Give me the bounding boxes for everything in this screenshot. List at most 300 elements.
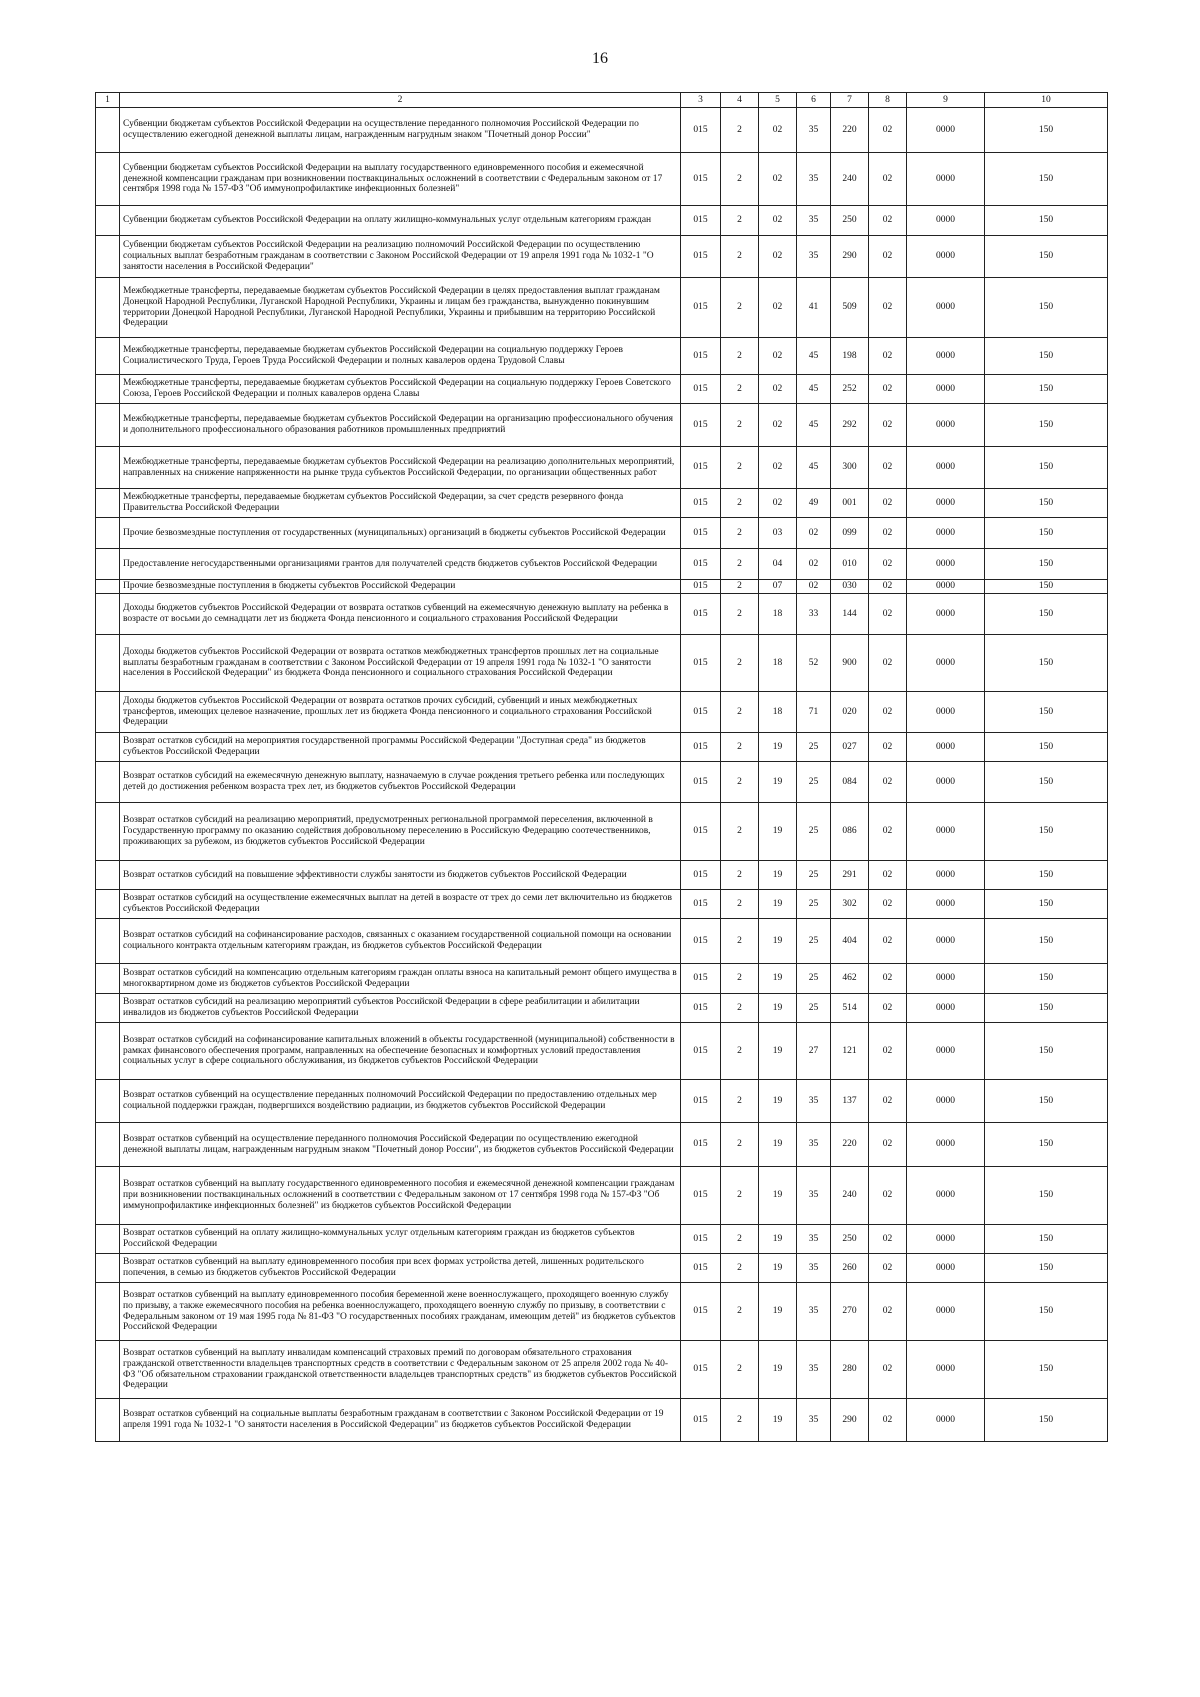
row-code-col-7: 291 xyxy=(831,861,869,890)
table-row xyxy=(96,1225,1108,1254)
row-code-col-10: 150 xyxy=(985,1225,1108,1254)
row-code-col-8: 02 xyxy=(869,375,907,404)
table-row xyxy=(96,338,1108,375)
row-description: Возврат остатков субсидий на софинансирование капитальных вложений в объекты государственной (муниципальной) собственности в рамках финансового обеспечения программ, направленных на обеспечение безопасных и комфортных условий предоставления социальных услуг в сфере социального обслуживания, из бюджетов субъектов Российской Федерации xyxy=(120,1023,681,1080)
row-code-col-3: 015 xyxy=(681,762,721,803)
row-code-col-7: 270 xyxy=(831,1283,869,1341)
row-code-col-5: 18 xyxy=(759,635,797,692)
table-row xyxy=(96,580,1108,594)
row-code-col-10: 150 xyxy=(985,338,1108,375)
row-code-col-6: 35 xyxy=(797,1341,831,1399)
row-blank-cell xyxy=(96,964,120,994)
row-code-col-4: 2 xyxy=(721,447,759,489)
row-code-col-5: 02 xyxy=(759,108,797,153)
row-code-col-4: 2 xyxy=(721,1399,759,1442)
row-code-col-5: 02 xyxy=(759,206,797,236)
row-code-col-5: 02 xyxy=(759,489,797,518)
row-code-col-3: 015 xyxy=(681,1341,721,1399)
row-code-col-6: 35 xyxy=(797,153,831,206)
row-blank-cell xyxy=(96,1283,120,1341)
row-description: Межбюджетные трансферты, передаваемые бюджетам субъектов Российской Федерации на организацию профессионального обучения и дополнительного профессионального образования работников промышленных предприятий xyxy=(120,404,681,447)
row-code-col-9: 0000 xyxy=(907,594,985,635)
row-code-col-8: 02 xyxy=(869,108,907,153)
row-code-col-8: 02 xyxy=(869,338,907,375)
row-blank-cell xyxy=(96,594,120,635)
row-code-col-6: 25 xyxy=(797,803,831,861)
row-code-col-5: 19 xyxy=(759,919,797,964)
col-header-8: 8 xyxy=(869,93,907,108)
row-code-col-9: 0000 xyxy=(907,890,985,919)
row-code-col-5: 18 xyxy=(759,692,797,733)
row-blank-cell xyxy=(96,338,120,375)
row-code-col-6: 35 xyxy=(797,1225,831,1254)
table-row xyxy=(96,549,1108,580)
table-row xyxy=(96,762,1108,803)
row-code-col-9: 0000 xyxy=(907,489,985,518)
row-code-col-4: 2 xyxy=(721,692,759,733)
row-code-col-7: 027 xyxy=(831,733,869,762)
row-code-col-7: 220 xyxy=(831,1123,869,1167)
row-code-col-5: 02 xyxy=(759,153,797,206)
row-description: Возврат остатков субвенций на осуществление переданных полномочий Российской Федерации по предоставлению отдельных мер социальной поддержки граждан, подвергшихся воздействию радиации, из бюджетов субъектов Российской Федерации xyxy=(120,1080,681,1123)
row-code-col-7: 302 xyxy=(831,890,869,919)
row-blank-cell xyxy=(96,1254,120,1283)
row-code-col-7: 509 xyxy=(831,278,869,338)
row-code-col-6: 35 xyxy=(797,1123,831,1167)
row-code-col-6: 45 xyxy=(797,404,831,447)
page-number: 16 xyxy=(592,50,608,67)
row-code-col-3: 015 xyxy=(681,278,721,338)
row-code-col-7: 290 xyxy=(831,236,869,278)
row-code-col-8: 02 xyxy=(869,762,907,803)
row-code-col-5: 02 xyxy=(759,236,797,278)
row-blank-cell xyxy=(96,1023,120,1080)
row-code-col-8: 02 xyxy=(869,994,907,1023)
row-description: Возврат остатков субсидий на мероприятия государственной программы Российской Федерации "Доступная среда" из бюджетов субъектов Российской Федерации xyxy=(120,733,681,762)
row-code-col-8: 02 xyxy=(869,206,907,236)
row-description: Доходы бюджетов субъектов Российской Федерации от возврата остатков прочих субсидий, субвенций и иных межбюджетных трансфертов, имеющих целевое назначение, прошлых лет из бюджета Фонда пенсионного и социального страхования Российской Федерации xyxy=(120,692,681,733)
row-code-col-9: 0000 xyxy=(907,1080,985,1123)
row-code-col-6: 35 xyxy=(797,1080,831,1123)
row-code-col-9: 0000 xyxy=(907,338,985,375)
row-code-col-7: 220 xyxy=(831,108,869,153)
row-blank-cell xyxy=(96,1123,120,1167)
row-code-col-9: 0000 xyxy=(907,803,985,861)
row-code-col-8: 02 xyxy=(869,1399,907,1442)
row-code-col-9: 0000 xyxy=(907,1341,985,1399)
row-code-col-4: 2 xyxy=(721,1123,759,1167)
row-blank-cell xyxy=(96,861,120,890)
row-code-col-9: 0000 xyxy=(907,733,985,762)
row-description: Возврат остатков субсидий на ежемесячную денежную выплату, назначаемую в случае рождения третьего ребенка или последующих детей до достижения ребенком возраста трех лет, из бюджетов субъектов Российской Федерации xyxy=(120,762,681,803)
row-code-col-4: 2 xyxy=(721,338,759,375)
row-code-col-6: 52 xyxy=(797,635,831,692)
row-code-col-10: 150 xyxy=(985,1254,1108,1283)
row-code-col-8: 02 xyxy=(869,594,907,635)
row-code-col-6: 27 xyxy=(797,1023,831,1080)
row-code-col-7: 084 xyxy=(831,762,869,803)
table-row xyxy=(96,278,1108,338)
row-code-col-4: 2 xyxy=(721,1225,759,1254)
row-code-col-9: 0000 xyxy=(907,994,985,1023)
row-code-col-7: 260 xyxy=(831,1254,869,1283)
row-code-col-10: 150 xyxy=(985,404,1108,447)
table-row xyxy=(96,1399,1108,1442)
row-code-col-3: 015 xyxy=(681,375,721,404)
row-description: Возврат остатков субвенций на выплату единовременного пособия при всех формах устройства детей, лишенных родительского попечения, в семью из бюджетов субъектов Российской Федерации xyxy=(120,1254,681,1283)
row-code-col-9: 0000 xyxy=(907,580,985,594)
row-code-col-10: 150 xyxy=(985,1167,1108,1225)
row-code-col-3: 015 xyxy=(681,1225,721,1254)
row-code-col-10: 150 xyxy=(985,1341,1108,1399)
row-code-col-9: 0000 xyxy=(907,762,985,803)
table-row xyxy=(96,1123,1108,1167)
row-code-col-7: 404 xyxy=(831,919,869,964)
row-code-col-10: 150 xyxy=(985,919,1108,964)
table-row xyxy=(96,447,1108,489)
row-code-col-3: 015 xyxy=(681,594,721,635)
row-code-col-10: 150 xyxy=(985,518,1108,549)
row-code-col-10: 150 xyxy=(985,447,1108,489)
row-code-col-3: 015 xyxy=(681,964,721,994)
row-code-col-10: 150 xyxy=(985,594,1108,635)
row-description: Возврат остатков субсидий на софинансирование расходов, связанных с оказанием государственной социальной помощи на основании социального контракта отдельным категориям граждан, из бюджетов субъектов Российской Федерации xyxy=(120,919,681,964)
row-code-col-4: 2 xyxy=(721,635,759,692)
row-code-col-5: 19 xyxy=(759,1254,797,1283)
row-code-col-4: 2 xyxy=(721,1254,759,1283)
row-blank-cell xyxy=(96,236,120,278)
row-code-col-4: 2 xyxy=(721,108,759,153)
row-code-col-9: 0000 xyxy=(907,1399,985,1442)
row-code-col-4: 2 xyxy=(721,994,759,1023)
col-header-10: 10 xyxy=(985,93,1108,108)
row-code-col-8: 02 xyxy=(869,1123,907,1167)
row-blank-cell xyxy=(96,489,120,518)
row-code-col-3: 015 xyxy=(681,153,721,206)
table-row xyxy=(96,518,1108,549)
row-description: Возврат остатков субсидий на компенсацию отдельным категориям граждан оплаты взноса на капитальный ремонт общего имущества в многоквартирном доме из бюджетов субъектов Российской Федерации xyxy=(120,964,681,994)
row-code-col-6: 71 xyxy=(797,692,831,733)
row-code-col-7: 514 xyxy=(831,994,869,1023)
row-code-col-10: 150 xyxy=(985,692,1108,733)
table-row xyxy=(96,108,1108,153)
row-code-col-8: 02 xyxy=(869,1283,907,1341)
row-code-col-7: 300 xyxy=(831,447,869,489)
row-code-col-4: 2 xyxy=(721,1080,759,1123)
row-code-col-3: 015 xyxy=(681,1080,721,1123)
row-code-col-8: 02 xyxy=(869,1080,907,1123)
table-row xyxy=(96,1023,1108,1080)
row-code-col-6: 35 xyxy=(797,236,831,278)
row-description: Межбюджетные трансферты, передаваемые бюджетам субъектов Российской Федерации, за счет средств резервного фонда Правительства Российской Федерации xyxy=(120,489,681,518)
row-code-col-8: 02 xyxy=(869,1341,907,1399)
row-code-col-5: 19 xyxy=(759,994,797,1023)
row-code-col-3: 015 xyxy=(681,890,721,919)
row-description: Возврат остатков субвенций на оплату жилищно-коммунальных услуг отдельным категориям граждан из бюджетов субъектов Российской Федерации xyxy=(120,1225,681,1254)
row-code-col-10: 150 xyxy=(985,375,1108,404)
row-code-col-10: 150 xyxy=(985,549,1108,580)
row-code-col-8: 02 xyxy=(869,733,907,762)
row-code-col-8: 02 xyxy=(869,964,907,994)
row-code-col-5: 19 xyxy=(759,1283,797,1341)
row-code-col-5: 19 xyxy=(759,1023,797,1080)
row-code-col-7: 086 xyxy=(831,803,869,861)
row-description: Доходы бюджетов субъектов Российской Федерации от возврата остатков межбюджетных трансфертов прошлых лет на социальные выплаты безработным гражданам в соответствии с Законом Российской Федерации от 19 апреля 1991 года № 1032-1 "О занятости населения в Российской Федерации" из бюджета Фонда пенсионного и социального страхования Российской Федерации xyxy=(120,635,681,692)
row-description: Доходы бюджетов субъектов Российской Федерации от возврата остатков субвенций на ежемесячную денежную выплату на ребенка в возрасте от восьми до семнадцати лет из бюджета Фонда пенсионного и социального страхования Российской Федерации xyxy=(120,594,681,635)
row-code-col-5: 19 xyxy=(759,1123,797,1167)
row-code-col-8: 02 xyxy=(869,236,907,278)
row-code-col-8: 02 xyxy=(869,278,907,338)
row-code-col-5: 02 xyxy=(759,447,797,489)
row-code-col-8: 02 xyxy=(869,1254,907,1283)
row-code-col-4: 2 xyxy=(721,919,759,964)
row-description: Возврат остатков субсидий на осуществление ежемесячных выплат на детей в возрасте от трех до семи лет включительно из бюджетов субъектов Российской Федерации xyxy=(120,890,681,919)
row-blank-cell xyxy=(96,919,120,964)
row-code-col-4: 2 xyxy=(721,1341,759,1399)
row-description: Прочие безвозмездные поступления в бюджеты субъектов Российской Федерации xyxy=(120,580,681,594)
row-code-col-8: 02 xyxy=(869,861,907,890)
row-code-col-3: 015 xyxy=(681,1023,721,1080)
row-code-col-3: 015 xyxy=(681,108,721,153)
row-code-col-9: 0000 xyxy=(907,278,985,338)
row-code-col-7: 280 xyxy=(831,1341,869,1399)
header-row xyxy=(96,93,1108,108)
row-code-col-5: 02 xyxy=(759,404,797,447)
row-code-col-9: 0000 xyxy=(907,635,985,692)
row-code-col-4: 2 xyxy=(721,594,759,635)
table-row xyxy=(96,489,1108,518)
row-code-col-9: 0000 xyxy=(907,404,985,447)
row-code-col-7: 144 xyxy=(831,594,869,635)
row-code-col-5: 02 xyxy=(759,375,797,404)
row-code-col-3: 015 xyxy=(681,404,721,447)
row-code-col-6: 35 xyxy=(797,1399,831,1442)
row-code-col-3: 015 xyxy=(681,236,721,278)
row-code-col-3: 015 xyxy=(681,447,721,489)
row-code-col-6: 45 xyxy=(797,375,831,404)
row-code-col-9: 0000 xyxy=(907,375,985,404)
row-code-col-5: 19 xyxy=(759,803,797,861)
row-code-col-9: 0000 xyxy=(907,964,985,994)
row-code-col-4: 2 xyxy=(721,518,759,549)
row-code-col-9: 0000 xyxy=(907,1225,985,1254)
row-code-col-5: 19 xyxy=(759,890,797,919)
row-code-col-3: 015 xyxy=(681,206,721,236)
row-code-col-8: 02 xyxy=(869,518,907,549)
row-description: Возврат остатков субсидий на повышение эффективности службы занятости из бюджетов субъектов Российской Федерации xyxy=(120,861,681,890)
row-blank-cell xyxy=(96,1399,120,1442)
row-code-col-7: 292 xyxy=(831,404,869,447)
row-blank-cell xyxy=(96,404,120,447)
row-code-col-4: 2 xyxy=(721,1023,759,1080)
row-code-col-8: 02 xyxy=(869,803,907,861)
row-code-col-8: 02 xyxy=(869,404,907,447)
row-blank-cell xyxy=(96,375,120,404)
row-code-col-9: 0000 xyxy=(907,861,985,890)
row-code-col-4: 2 xyxy=(721,489,759,518)
row-code-col-9: 0000 xyxy=(907,1283,985,1341)
row-code-col-10: 150 xyxy=(985,206,1108,236)
col-header-4: 4 xyxy=(721,93,759,108)
row-blank-cell xyxy=(96,278,120,338)
row-code-col-3: 015 xyxy=(681,549,721,580)
row-code-col-4: 2 xyxy=(721,1283,759,1341)
row-code-col-8: 02 xyxy=(869,1167,907,1225)
row-code-col-6: 25 xyxy=(797,762,831,803)
row-code-col-3: 015 xyxy=(681,338,721,375)
table-row xyxy=(96,1167,1108,1225)
row-code-col-9: 0000 xyxy=(907,108,985,153)
col-header-2: 2 xyxy=(120,93,681,108)
row-code-col-3: 015 xyxy=(681,1167,721,1225)
row-code-col-5: 04 xyxy=(759,549,797,580)
row-description: Субвенции бюджетам субъектов Российской Федерации на выплату государственного единовременного пособия и ежемесячной денежной компенсации гражданам при возникновении поствакцинальных осложнений в соответствии с Федеральным законом от 17 сентября 1998 года № 157-ФЗ "Об иммунопрофилактике инфекционных болезней" xyxy=(120,153,681,206)
row-code-col-9: 0000 xyxy=(907,1123,985,1167)
table-row xyxy=(96,635,1108,692)
row-code-col-5: 18 xyxy=(759,594,797,635)
row-blank-cell xyxy=(96,803,120,861)
row-code-col-3: 015 xyxy=(681,692,721,733)
row-code-col-6: 35 xyxy=(797,108,831,153)
table-row xyxy=(96,1080,1108,1123)
row-code-col-4: 2 xyxy=(721,762,759,803)
row-code-col-6: 25 xyxy=(797,733,831,762)
row-code-col-9: 0000 xyxy=(907,153,985,206)
row-description: Прочие безвозмездные поступления от государственных (муниципальных) организаций в бюджеты субъектов Российской Федерации xyxy=(120,518,681,549)
table-row xyxy=(96,206,1108,236)
row-code-col-5: 19 xyxy=(759,1225,797,1254)
row-code-col-6: 35 xyxy=(797,1254,831,1283)
col-header-1: 1 xyxy=(96,93,120,108)
row-code-col-3: 015 xyxy=(681,1283,721,1341)
table-row xyxy=(96,375,1108,404)
row-blank-cell xyxy=(96,1341,120,1399)
row-code-col-5: 19 xyxy=(759,1341,797,1399)
row-blank-cell xyxy=(96,1080,120,1123)
row-code-col-6: 33 xyxy=(797,594,831,635)
table-row xyxy=(96,1341,1108,1399)
row-code-col-10: 150 xyxy=(985,861,1108,890)
row-code-col-6: 41 xyxy=(797,278,831,338)
row-code-col-6: 02 xyxy=(797,518,831,549)
row-code-col-7: 121 xyxy=(831,1023,869,1080)
row-blank-cell xyxy=(96,1225,120,1254)
row-code-col-3: 015 xyxy=(681,861,721,890)
row-code-col-7: 240 xyxy=(831,1167,869,1225)
col-header-7: 7 xyxy=(831,93,869,108)
row-code-col-4: 2 xyxy=(721,153,759,206)
row-code-col-7: 137 xyxy=(831,1080,869,1123)
row-code-col-4: 2 xyxy=(721,549,759,580)
row-code-col-10: 150 xyxy=(985,803,1108,861)
row-code-col-3: 015 xyxy=(681,919,721,964)
row-code-col-9: 0000 xyxy=(907,518,985,549)
row-code-col-4: 2 xyxy=(721,890,759,919)
row-code-col-7: 198 xyxy=(831,338,869,375)
row-code-col-4: 2 xyxy=(721,236,759,278)
row-code-col-4: 2 xyxy=(721,733,759,762)
row-description: Возврат остатков субвенций на выплату государственного единовременного пособия и ежемесячной денежной компенсации гражданам при возникновении поствакцинальных осложнений в соответствии с Федеральным законом от 17 сентября 1998 года № 157-ФЗ "Об иммунопрофилактике инфекционных болезней" из бюджетов субъектов Российской Федерации xyxy=(120,1167,681,1225)
row-code-col-5: 19 xyxy=(759,964,797,994)
row-code-col-10: 150 xyxy=(985,236,1108,278)
budget-classification-table xyxy=(95,92,1108,1442)
row-code-col-9: 0000 xyxy=(907,236,985,278)
row-code-col-6: 45 xyxy=(797,447,831,489)
row-code-col-3: 015 xyxy=(681,1123,721,1167)
row-code-col-5: 19 xyxy=(759,1080,797,1123)
table-row xyxy=(96,890,1108,919)
row-code-col-6: 35 xyxy=(797,1283,831,1341)
row-code-col-6: 35 xyxy=(797,1167,831,1225)
row-code-col-7: 900 xyxy=(831,635,869,692)
table-row xyxy=(96,919,1108,964)
table-row xyxy=(96,803,1108,861)
row-code-col-7: 099 xyxy=(831,518,869,549)
row-blank-cell xyxy=(96,890,120,919)
row-code-col-3: 015 xyxy=(681,994,721,1023)
row-code-col-7: 290 xyxy=(831,1399,869,1442)
row-code-col-5: 19 xyxy=(759,733,797,762)
row-blank-cell xyxy=(96,635,120,692)
row-code-col-10: 150 xyxy=(985,108,1108,153)
row-blank-cell xyxy=(96,762,120,803)
row-code-col-8: 02 xyxy=(869,692,907,733)
row-code-col-4: 2 xyxy=(721,206,759,236)
row-blank-cell xyxy=(96,733,120,762)
row-description: Межбюджетные трансферты, передаваемые бюджетам субъектов Российской Федерации в целях предоставления выплат гражданам Донецкой Народной Республики, Луганской Народной Республики, Украины и лицам без гражданства, вынужденно покинувшим территории Донецкой Народной Республики, Луганской Народной Республики, Украины и прибывшим на территорию Российской Федерации xyxy=(120,278,681,338)
row-code-col-7: 462 xyxy=(831,964,869,994)
row-code-col-9: 0000 xyxy=(907,1167,985,1225)
row-code-col-5: 03 xyxy=(759,518,797,549)
col-header-9: 9 xyxy=(907,93,985,108)
row-code-col-9: 0000 xyxy=(907,1254,985,1283)
row-code-col-4: 2 xyxy=(721,803,759,861)
row-blank-cell xyxy=(96,206,120,236)
row-code-col-3: 015 xyxy=(681,733,721,762)
row-code-col-8: 02 xyxy=(869,489,907,518)
row-code-col-5: 19 xyxy=(759,762,797,803)
row-code-col-8: 02 xyxy=(869,447,907,489)
row-code-col-7: 252 xyxy=(831,375,869,404)
row-code-col-9: 0000 xyxy=(907,206,985,236)
row-code-col-9: 0000 xyxy=(907,692,985,733)
row-blank-cell xyxy=(96,518,120,549)
row-blank-cell xyxy=(96,994,120,1023)
row-code-col-7: 250 xyxy=(831,1225,869,1254)
table-row xyxy=(96,733,1108,762)
row-code-col-10: 150 xyxy=(985,1123,1108,1167)
row-blank-cell xyxy=(96,1167,120,1225)
row-code-col-4: 2 xyxy=(721,580,759,594)
row-code-col-10: 150 xyxy=(985,635,1108,692)
row-description: Межбюджетные трансферты, передаваемые бюджетам субъектов Российской Федерации на социальную поддержку Героев Советского Союза, Героев Российской Федерации и полных кавалеров ордена Славы xyxy=(120,375,681,404)
row-code-col-3: 015 xyxy=(681,489,721,518)
row-code-col-3: 015 xyxy=(681,580,721,594)
row-code-col-10: 150 xyxy=(985,1283,1108,1341)
row-description: Возврат остатков субвенций на социальные выплаты безработным гражданам в соответствии с Законом Российской Федерации от 19 апреля 1991 года № 1032-1 "О занятости населения в Российской Федерации" из бюджетов субъектов Российской Федерации xyxy=(120,1399,681,1442)
row-description: Предоставление негосударственными организациями грантов для получателей средств бюджетов субъектов Российской Федерации xyxy=(120,549,681,580)
row-description: Субвенции бюджетам субъектов Российской Федерации на оплату жилищно-коммунальных услуг отдельным категориям граждан xyxy=(120,206,681,236)
row-code-col-8: 02 xyxy=(869,580,907,594)
row-code-col-5: 02 xyxy=(759,278,797,338)
row-code-col-5: 19 xyxy=(759,1399,797,1442)
row-code-col-6: 25 xyxy=(797,964,831,994)
row-blank-cell xyxy=(96,108,120,153)
row-description: Субвенции бюджетам субъектов Российской Федерации на реализацию полномочий Российской Федерации по осуществлению социальных выплат безработным гражданам в соответствии с Законом Российской Федерации от 19 апреля 1991 года № 1032-1 "О занятости населения в Российской Федерации" xyxy=(120,236,681,278)
table-row xyxy=(96,594,1108,635)
row-code-col-7: 250 xyxy=(831,206,869,236)
row-code-col-10: 150 xyxy=(985,489,1108,518)
